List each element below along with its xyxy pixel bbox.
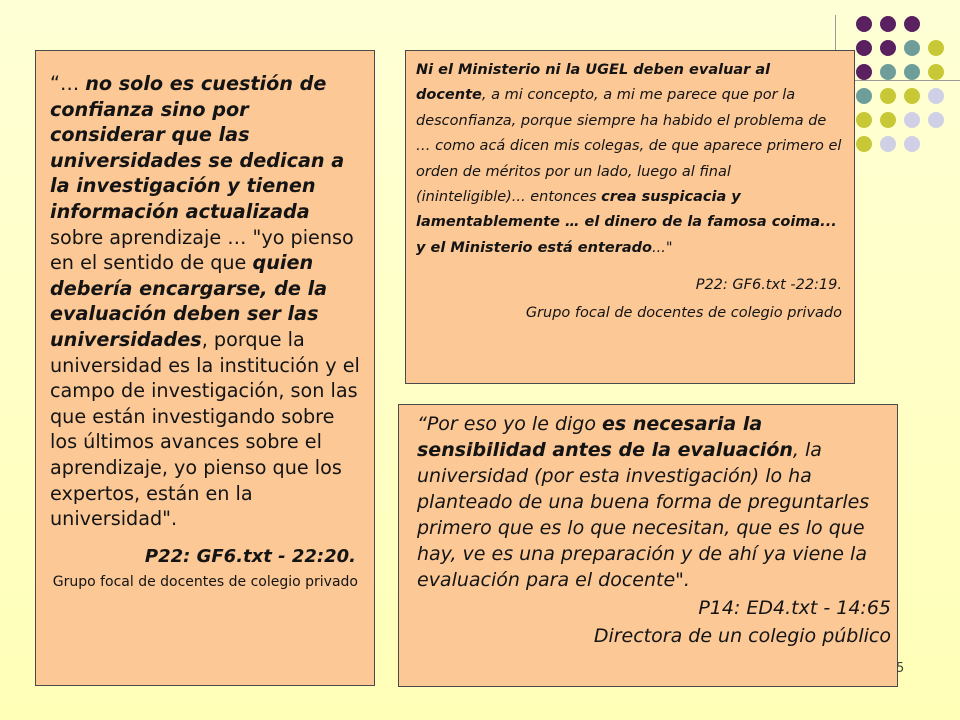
quote-box-top-right (405, 50, 855, 384)
quote-source: Grupo focal de docentes de colegio privado (525, 305, 842, 322)
decor-dot (856, 64, 872, 80)
decor-dot (880, 40, 896, 56)
decor-dot (904, 16, 920, 32)
decor-dot (904, 64, 920, 80)
quote-open: “… (50, 72, 86, 95)
quote-body: , la universidad (por esta investigación) lo ha planteado de una buena forma de preguntarles primero que es lo que necesitan, que es lo que hay, ve es una preparación y de ahí ya viene la evaluación para el docente". (417, 439, 870, 591)
decor-dot (880, 88, 896, 104)
quote-reference: P22: GF6.txt - 22:20. (144, 545, 356, 567)
quote-emphasis: es necesaria la sensibilidad antes de la evaluación (417, 413, 793, 461)
quote-reference: P14: ED4.txt - 14:65 (698, 597, 891, 619)
quote-text (417, 411, 891, 593)
decor-dot (856, 40, 872, 56)
quote-text (48, 71, 364, 532)
decor-dot (856, 88, 872, 104)
quote-reference: P22: GF6.txt -22:19. (695, 277, 842, 294)
decor-dot (904, 112, 920, 128)
decor-dot (880, 16, 896, 32)
decor-dot (880, 112, 896, 128)
decor-dot (856, 136, 872, 152)
decor-dot (856, 16, 872, 32)
quote-emphasis: quien debería encargarse, de la evaluación deben ser las universidades (50, 251, 328, 351)
quote-body: , a mi concepto, a mi me parece que por la desconfianza, porque siempre ha habido el problema de … como acá dicen mis colegas, de que aparece primero el orden de méritos por un lado, luego al final (ininteligible)... entonces (416, 87, 842, 206)
decor-dot (904, 88, 920, 104)
quote-emphasis: Ni el Ministerio ni la UGEL deben evaluar al docente (416, 62, 771, 104)
decor-dot (904, 136, 920, 152)
decor-dot (928, 40, 944, 56)
quote-emphasis: no solo es cuestión de confianza sino por considerar que las universidades se dedican a la investigación y tienen información actualizada (50, 72, 345, 223)
quote-body: sobre aprendizaje … "yo pienso en el sentido de que (50, 225, 354, 275)
quote-body: , porque la universidad es la institución y el campo de investigación, son las que están investigando sobre los últimos avances sobre el aprendizaje, yo pienso que los expertos, están en la universidad". (50, 327, 360, 531)
quote-body: ..." (652, 239, 673, 256)
quote-source: Grupo focal de docentes de colegio privado (52, 573, 358, 590)
decor-dot (880, 136, 896, 152)
quote-emphasis: crea suspicacia y lamentablemente … el dinero de la famosa coima... y el Ministerio está enterado (416, 189, 837, 256)
decor-dot (928, 88, 944, 104)
quote-source: Directora de un colegio público (593, 625, 891, 647)
decor-dot (928, 112, 944, 128)
decor-dot (856, 112, 872, 128)
decor-dot (904, 40, 920, 56)
quote-open: “Por eso yo le digo (417, 413, 603, 435)
quote-text (416, 58, 842, 261)
page-number: 5 (896, 661, 905, 676)
quote-box-bottom-right (398, 404, 898, 687)
decor-dot (928, 64, 944, 80)
quote-box-left (35, 50, 375, 686)
decor-dot (880, 64, 896, 80)
